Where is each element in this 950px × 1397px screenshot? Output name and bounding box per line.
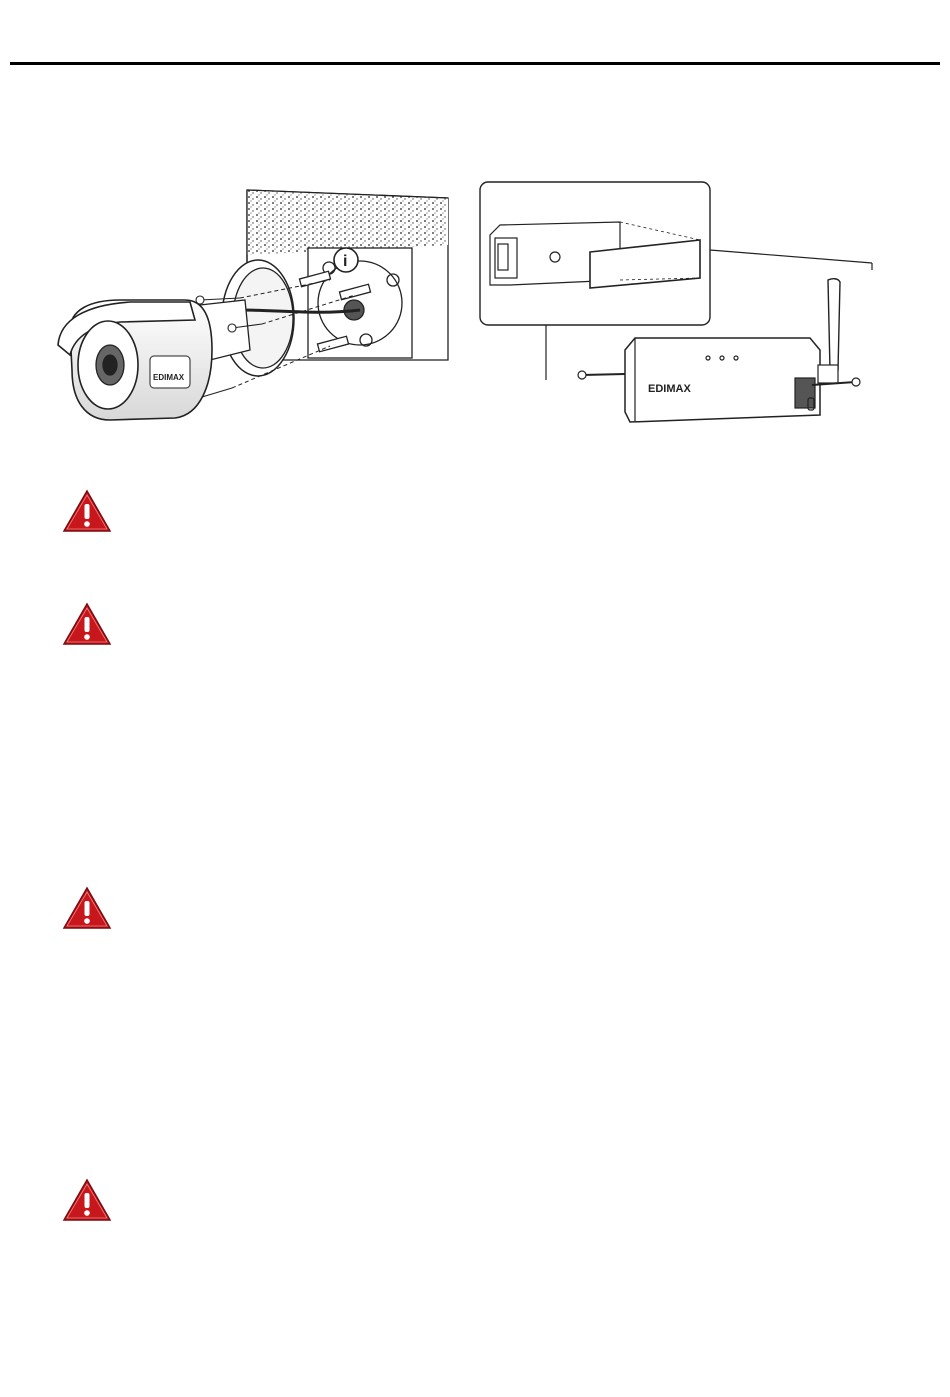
warning-triangle-icon bbox=[62, 489, 112, 533]
warning-triangle-icon bbox=[62, 1178, 112, 1222]
camera-wall-mount-drawing bbox=[58, 190, 448, 420]
warning-triangle-icon bbox=[62, 602, 112, 646]
camera-brand-logo: EDIMAX bbox=[153, 373, 185, 382]
installation-illustration bbox=[0, 160, 950, 460]
header-rule bbox=[10, 62, 940, 65]
warning-triangle-icon bbox=[62, 886, 112, 930]
bridge-brand-logo: EDIMAX bbox=[648, 383, 691, 395]
svg-text:i: i bbox=[343, 253, 348, 270]
